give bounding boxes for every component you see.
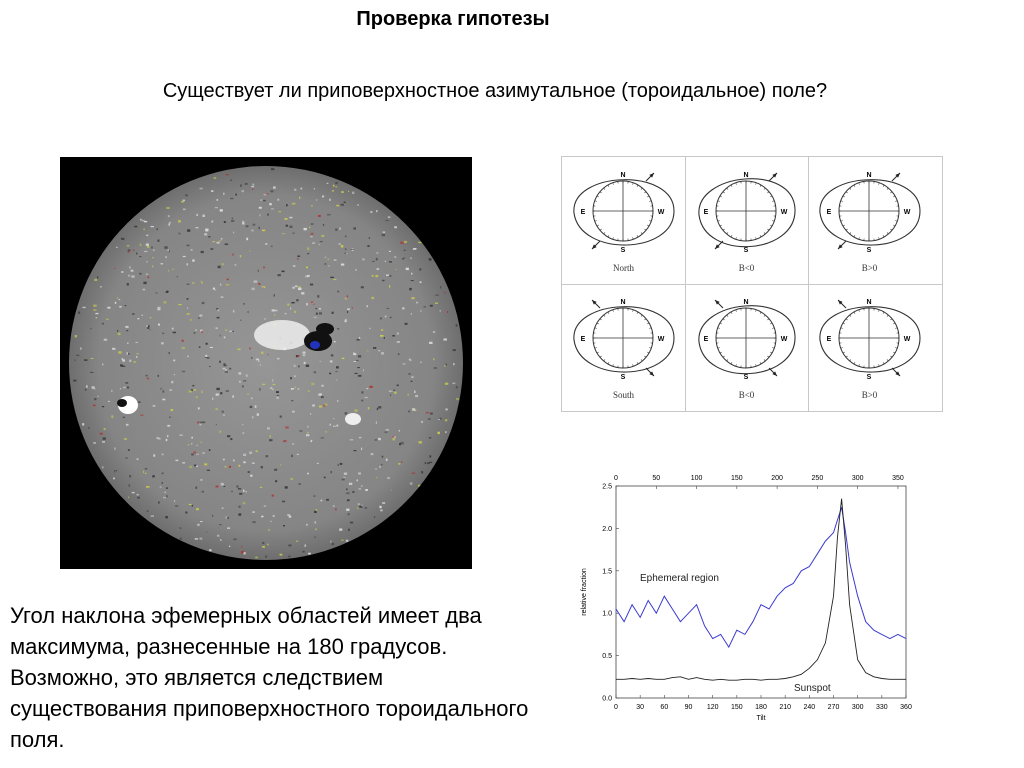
compass-n-label: N: [620, 299, 626, 306]
compass-panel-b-positive-north: [808, 157, 931, 284]
compass-n-label: N: [866, 172, 872, 179]
series-line-sunspot: [616, 499, 906, 681]
y-tick-label: 0.0: [602, 695, 612, 703]
slide-caption: Угол наклона эфемерных областей имеет два максимума, разнесенные на 180 градусов. Возможно, это является следствием существования приповерхностного тороидального поля.: [10, 603, 529, 752]
compass-e-label: E: [580, 209, 586, 216]
compass-s-label: S: [743, 247, 749, 254]
tilt-compass-diagram: [561, 156, 943, 412]
compass-s-label: S: [743, 374, 749, 381]
plot-frame: [616, 486, 906, 698]
compass-w-label: W: [657, 209, 665, 216]
compass-e-label: E: [703, 209, 709, 216]
compass-n-label: N: [743, 299, 749, 306]
y-tick-label: 2.0: [602, 525, 612, 533]
compass-w-label: W: [903, 209, 911, 216]
panel-label: B>0: [861, 390, 878, 400]
y-tick-label: 0.5: [602, 653, 612, 661]
panel-label: B>0: [861, 263, 878, 273]
compass-w-label: W: [780, 336, 788, 343]
compass-w-label: W: [657, 336, 665, 343]
y-tick-label: 1.0: [602, 610, 612, 618]
compass-panel-b-negative-south: [685, 284, 808, 411]
x-tick-label: 180: [755, 704, 767, 711]
x-tick-label: 210: [779, 704, 792, 711]
x-tick-label: 120: [706, 704, 719, 711]
series-label-ephemeral: Ephemeral region: [640, 573, 719, 584]
x-tick-label: 60: [660, 704, 669, 711]
panel-label: B<0: [738, 263, 755, 273]
compass-w-label: W: [903, 336, 911, 343]
compass-panel-b-negative-north: [685, 157, 808, 284]
x-top-tick-label: 150: [730, 475, 743, 482]
panel-label: South: [612, 390, 634, 400]
compass-n-label: N: [866, 299, 872, 306]
compass-e-label: E: [580, 336, 586, 343]
compass-panel-north: [562, 157, 685, 284]
x-tick-label: 150: [730, 704, 743, 711]
x-axis-label: Tilt: [756, 715, 766, 722]
slide-question: Существует ли приповерхностное азимутальное (тороидальное) поле?: [162, 80, 828, 102]
x-top-tick-label: 100: [690, 475, 703, 482]
y-axis-label: relative fraction: [581, 568, 588, 616]
x-tick-label: 30: [636, 704, 645, 711]
compass-e-label: E: [826, 209, 832, 216]
compass-w-label: W: [780, 209, 788, 216]
x-tick-label: 0: [614, 704, 618, 711]
x-tick-label: 360: [900, 704, 912, 711]
tilt-distribution-chart: [572, 462, 924, 722]
compass-n-label: N: [743, 172, 749, 179]
y-tick-label: 2.5: [602, 483, 612, 491]
solar-magnetogram: [60, 157, 472, 569]
compass-panel-b-positive-south: [808, 284, 931, 411]
x-tick-label: 240: [803, 704, 816, 711]
compass-panel-south: [562, 284, 685, 411]
x-tick-label: 90: [684, 704, 693, 711]
x-top-tick-label: 200: [771, 475, 783, 482]
x-top-tick-label: 350: [892, 475, 904, 482]
x-top-tick-label: 50: [652, 475, 661, 482]
compass-e-label: E: [703, 336, 709, 343]
x-top-tick-label: 0: [614, 475, 618, 482]
panel-label: B<0: [738, 390, 755, 400]
x-tick-label: 330: [875, 704, 888, 711]
slide-title: Проверка гипотезы: [356, 8, 550, 30]
y-tick-label: 1.5: [602, 568, 612, 576]
x-tick-label: 270: [827, 704, 840, 711]
x-top-tick-label: 250: [811, 475, 824, 482]
x-tick-label: 300: [851, 704, 864, 711]
compass-n-label: N: [620, 172, 626, 179]
series-label-sunspot: Sunspot: [794, 683, 831, 694]
sun-disk: [69, 166, 463, 560]
compass-e-label: E: [826, 336, 832, 343]
compass-s-label: S: [866, 247, 872, 254]
x-top-tick-label: 300: [851, 475, 864, 482]
compass-s-label: S: [866, 374, 872, 381]
panel-label: North: [613, 263, 634, 273]
compass-s-label: S: [620, 374, 626, 381]
compass-s-label: S: [620, 247, 626, 254]
